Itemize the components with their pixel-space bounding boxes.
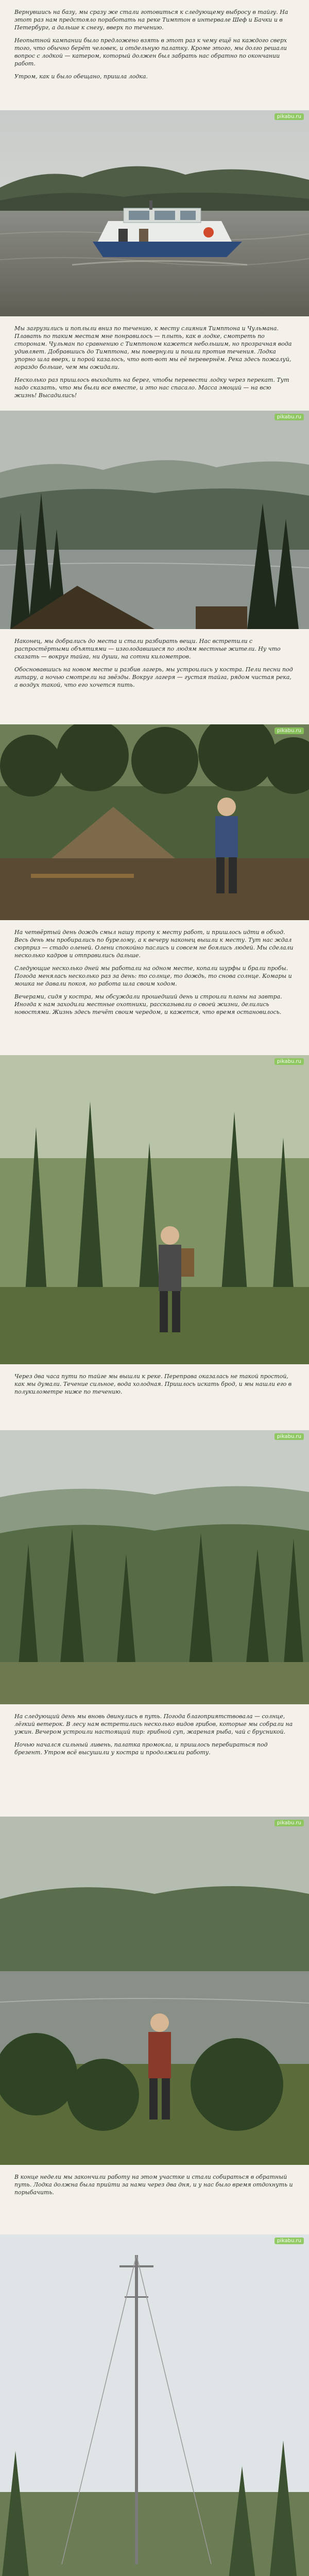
photo-boat-on-river — [0, 110, 309, 316]
paragraph: Через два часа пути по тайге мы вышли к реке. Переправа оказалась не такой простой, как мы думали. Течение сильное, вода холодная. Пришлось искать брод, и мы нашли его в полукилометре ниже по течению. — [14, 1373, 292, 1395]
paragraph: Наконец, мы добрались до места и стали разбирать вещи. Нас встретили с распростёртыми объятиями — изголодавшиеся по людям местные жители. Ну что сказать — вокруг тайга, ни души, на сотни километров. — [14, 638, 281, 660]
text-section-7 — [0, 2165, 309, 2234]
paragraph: Обосновавшись на новом месте и разбив лагерь, мы устроились у костра. Пели песни под гитару, а ночью смотрели на звёзды. Вокруг лагеря — густая тайга, рядом чистая река, а воздух такой, что его хочется пить. — [14, 666, 293, 688]
watermark: pikabu.ru — [274, 727, 304, 734]
paragraph: Вечерами, сидя у костра, мы обсуждали прошедший день и строили планы на завтра. Иногда к нам заходили местные охотники, рассказывали о своей жизни, делились новостями. Жизнь здесь течёт своим чередом, и кажется, что время остановилось. — [14, 993, 282, 1015]
text-section-6 — [0, 1704, 309, 1817]
paragraph: Следующие несколько дней мы работали на одном месте, копали шурфы и брали пробы. Погода менялась несколько раз за день: то солнце, то дождь, то снова солнце. Комары и мошка не давали покоя, но работа шла своим ходом. — [14, 965, 292, 987]
watermark: pikabu.ru — [274, 414, 304, 420]
paragraph: На следующий день мы вновь двинулись в путь. Погода благоприятствовала — солнце, лёгкий ветерок. В лесу нам встретились несколько видов грибов, которые мы собрали на ужин. Вечером устроили настоящий пир: грибной суп, жареная рыба, чай с брусникой. — [14, 1713, 293, 1735]
paragraph: Утром, как и было обещано, пришла лодка. — [14, 73, 148, 80]
watermark: pikabu.ru — [274, 1820, 304, 1826]
text-section-3 — [0, 629, 309, 724]
text-section-1 — [0, 0, 309, 110]
paragraph: На четвёртый день дождь смыл нашу тропу к месту работ, и пришлось идти в обход. Весь день мы пробирались по бурелому, а к вечеру наконец вышли к месту. Тут нас ждал сюрприз — стадо оленей. Олени спокойно паслись и совсем не боялись людей. Мы сделали несколько кадров и отправились дальше. — [14, 929, 294, 959]
text-section-4 — [0, 920, 309, 1055]
paragraph: Неопытной кампании было предложено взять в этот раз к чему ещё на каждого сверх того, что обычно берёт человек, и отдельную палатку. Кроме этого, мы долго решали вопрос с лодкой — катером, который должен был забрать нас обратно по окончании работ. — [14, 37, 287, 67]
text-section-5 — [0, 1364, 309, 1430]
watermark: pikabu.ru — [274, 113, 304, 120]
paragraph: В конце недели мы закончили работу на этом участке и стали собираться в обратный путь. Лодка должна была прийти за нами через два дня, и у нас было время отдохнуть и порыбачить. — [14, 2174, 293, 2196]
paragraph: Вернувшись на базу, мы сразу же стали готовиться к следующему выбросу в тайгу. На этот раз нам предстояло поработать на реке Тимптон в интервале Шеф и Бачки и в Петербург, а дальше к снегу, вверх по течению. — [14, 9, 288, 31]
paragraph: Ночью начался сильный ливень, палатка промокла, и пришлось перебираться под брезент. Утром всё высушили у костра и продолжили работу. — [14, 1741, 268, 1756]
paragraph: Несколько раз пришлось выходить на берег, чтобы перевести лодку через перекат. Тут надо сказать, что мы были все вместе, и это нас спасало. Масса эмоций — на всю жизнь! Высадились! — [14, 377, 289, 399]
photo-river-bank — [0, 1817, 309, 2165]
photo-forest-valley — [0, 1430, 309, 1704]
text-section-2 — [0, 316, 309, 411]
watermark: pikabu.ru — [274, 1433, 304, 1440]
watermark: pikabu.ru — [274, 2238, 304, 2244]
photo-tower-taiga — [0, 2234, 309, 2576]
photo-misty-taiga-river — [0, 411, 309, 629]
paragraph: Мы загрузились и поплыли вниз по течению, к месту слияния Тимптона и Чульмана. Плавать по таким местам мне понравилось — плыть, как в лодке, смотреть по сторонам. Чульман по сравнению с Тимптоном кажется небольшим, но прозрачная вода удивляет. Добравшись до Тимптона, мы повернули и пошли против течения. Лодка упорно шла вверх, и порой казалось, что вот-вот мы её перевернём. Река здесь пожалуй, гораздо больше, чем мы ожидали. — [14, 325, 292, 370]
watermark: pikabu.ru — [274, 1058, 304, 1065]
photo-forest-hiker — [0, 1055, 309, 1364]
photo-camp-person — [0, 724, 309, 920]
